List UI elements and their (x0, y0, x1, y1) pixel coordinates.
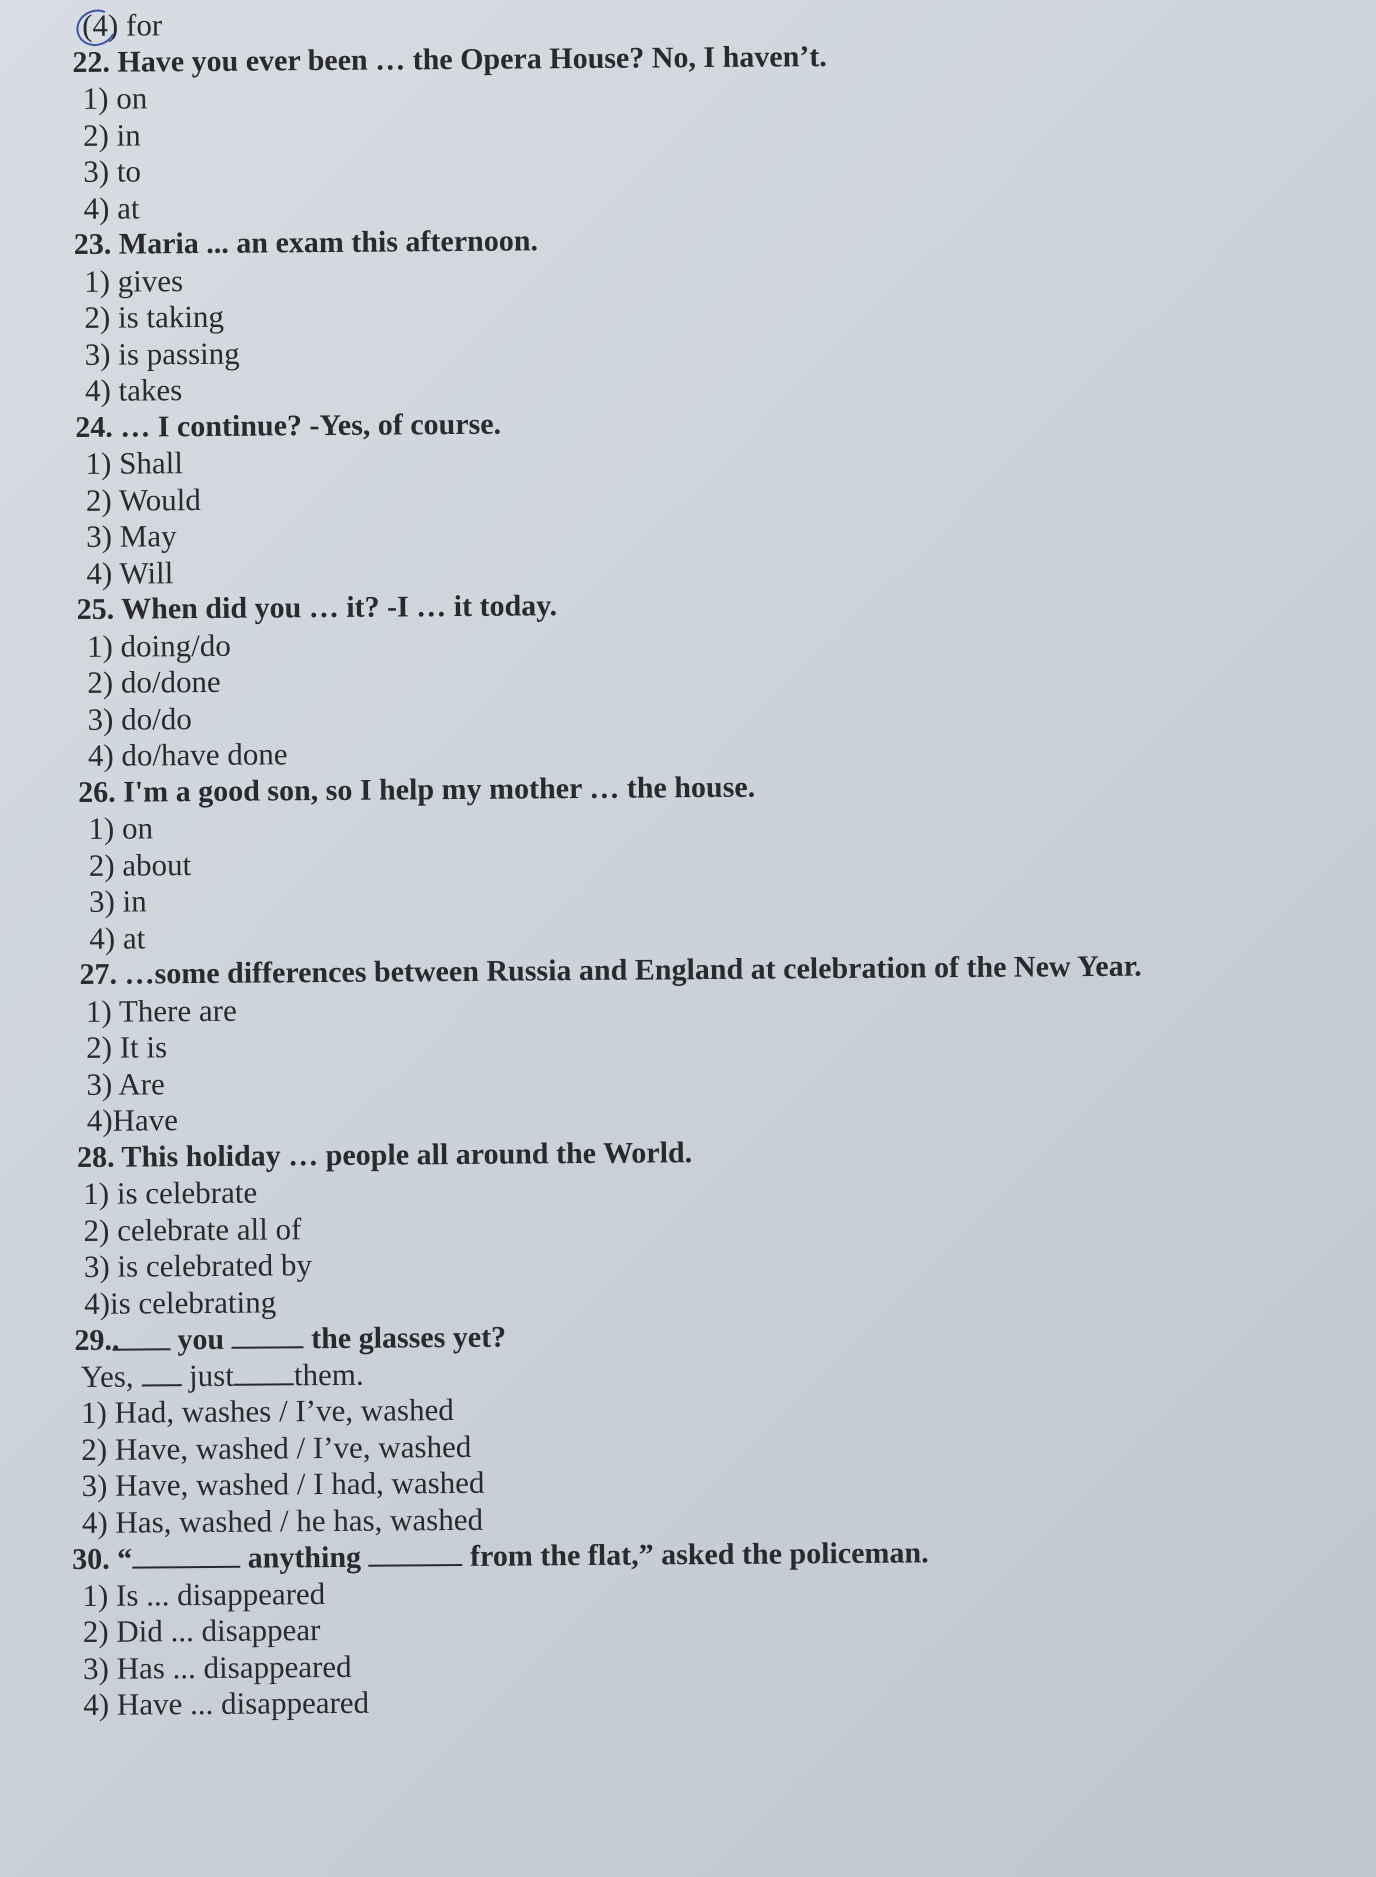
q29-option-4: 4) Has, washed / he has, washed (81, 1501, 484, 1540)
q22-option-4: 4) at (83, 189, 140, 226)
q25-option-3: 3) do/do (87, 700, 192, 737)
q24-option-1: 1) Shall (85, 445, 184, 481)
q22-option-3: 3) to (83, 153, 142, 189)
question-27: 27. …some differences between Russia and England at celebration of the New Year. (79, 949, 1142, 991)
q30-number: 30. “ (72, 1542, 133, 1577)
q29-answer-yes: Yes, (80, 1358, 134, 1394)
question-26: 26. I'm a good son, so I help my mother … the house. (78, 770, 756, 809)
q23-option-3: 3) is passing (84, 335, 240, 372)
q28-option-2: 2) celebrate all of (83, 1210, 302, 1248)
q30-option-1: 1) Is ... disappeared (82, 1575, 326, 1613)
q29-number: 29. (74, 1323, 113, 1358)
q22-option-1: 1) on (82, 80, 148, 116)
question-23: 23. Maria ... an exam this afternoon. (73, 224, 539, 261)
q30-option-3: 3) Has ... disappeared (82, 1648, 352, 1686)
q29-blank-4 (234, 1357, 294, 1385)
q28-option-1: 1) is celebrate (83, 1174, 258, 1211)
q26-option-2: 2) about (88, 846, 192, 883)
q23-option-1: 1) gives (84, 262, 184, 299)
q30-option-4: 4) Have ... disappeared (83, 1684, 370, 1722)
q26-option-1: 1) on (88, 810, 154, 846)
q25-option-2: 2) do/done (87, 663, 221, 700)
q29-answer-just: just (188, 1357, 235, 1393)
q27-option-3: 3) Are (86, 1065, 165, 1102)
q29-question-rest: the glasses yet? (311, 1320, 507, 1356)
q29-answer-them: them. (293, 1356, 364, 1392)
worksheet-page (72, 0, 1365, 1723)
q27-option-1: 1) There are (85, 992, 237, 1029)
q28-option-3: 3) is celebrated by (83, 1247, 313, 1284)
q29-word-you: you (177, 1322, 225, 1357)
q29-option-3: 3) Have, washed / I had, washed (81, 1464, 485, 1503)
q24-option-3: 3) May (86, 518, 177, 554)
q26-option-3: 3) in (88, 883, 147, 919)
q29-option-2: 2) Have, washed / I’ve, washed (81, 1428, 472, 1467)
q22-option-2: 2) in (82, 116, 141, 153)
q27-option-2: 2) It is (86, 1029, 168, 1065)
q29-blank-3 (141, 1358, 181, 1386)
previous-answer-text: (4) for (81, 7, 163, 43)
question-28: 28. This holiday … people all around the World. (76, 1135, 693, 1174)
q30-question-rest: from the flat,” asked the policeman. (469, 1536, 929, 1573)
q30-option-2: 2) Did ... disappear (82, 1612, 321, 1649)
q25-option-1: 1) doing/do (86, 627, 231, 664)
question-25: 25. When did you … it? -I … it today. (76, 589, 558, 626)
q23-option-2: 2) is taking (84, 298, 225, 335)
q24-option-4: 4) Will (86, 554, 174, 591)
q25-option-4: 4) do/have done (87, 736, 288, 773)
q30-blank-2 (368, 1538, 462, 1567)
q29-blank-1 (111, 1322, 170, 1357)
q30-word-anything: anything (247, 1540, 362, 1575)
q28-option-4: 4)is celebrating (84, 1283, 277, 1321)
q30-blank-1 (132, 1540, 240, 1569)
q29-blank-mark: . (111, 1323, 120, 1357)
q29-option-1: 1) Had, washes / I’ve, washed (80, 1392, 454, 1430)
question-22: 22. Have you ever been … the Opera House? No, I haven’t. (72, 39, 827, 79)
question-24: 24. … I continue? -Yes, of course. (75, 407, 502, 444)
q24-option-2: 2) Would (85, 481, 201, 518)
q26-option-4: 4) at (89, 919, 146, 956)
q29-blank-2 (232, 1320, 304, 1349)
q23-option-4: 4) takes (84, 372, 183, 408)
q27-option-4: 4)Have (86, 1102, 179, 1138)
